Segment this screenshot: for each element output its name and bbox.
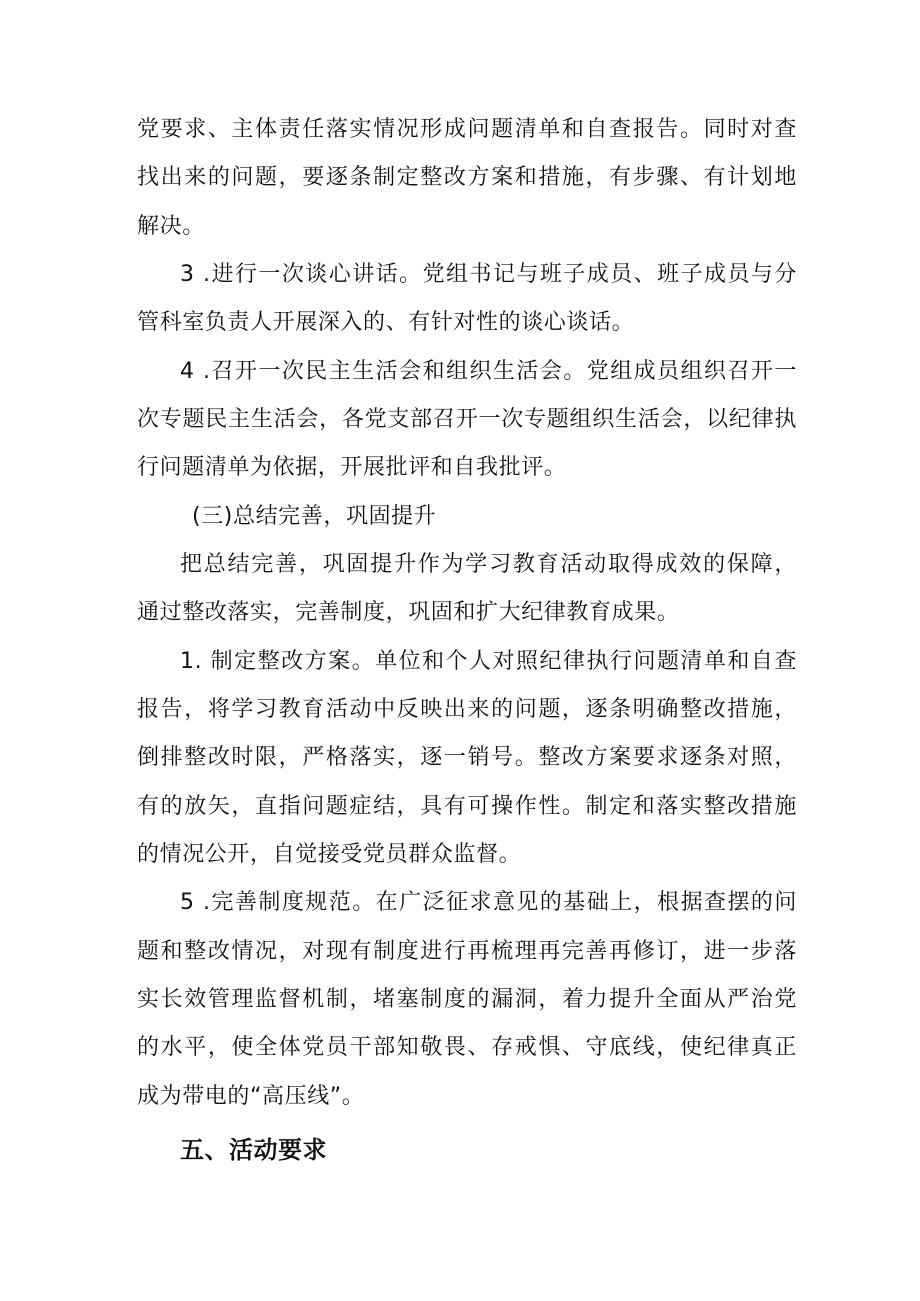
list-item-text-line: 3 .进行一次谈心讲话。党组书记与班子成员、班子成员与分 — [180, 262, 797, 287]
body-text-line: 的情况公开，自觉接受党员群众监督。 — [137, 842, 522, 867]
list-item-text-line: 4 .召开一次民主生活会和组织生活会。党组成员组织召开一 — [180, 359, 797, 384]
body-text-line: 的水平，使全体党员干部知敬畏、存戒惧、守底线，使纪律真正 — [137, 1035, 797, 1060]
section-heading: 五、活动要求 — [180, 1136, 327, 1164]
body-text-line: 解决。 — [137, 214, 205, 239]
body-text-line: 通过整改落实，完善制度，巩固和扩大纪律教育成果。 — [137, 600, 680, 625]
body-text-line: 次专题民主生活会，各党支部召开一次专题组织生活会，以纪律执 — [137, 407, 797, 432]
list-item-text-line: 5 .完善制度规范。在广泛征求意见的基础上，根据查摆的问 — [180, 890, 797, 915]
body-text-line: 报告，将学习教育活动中反映出来的问题，逐条明确整改措施， — [137, 697, 797, 722]
body-text-line: 找出来的问题，要逐条制定整改方案和措施，有步骤、有计划地 — [137, 165, 797, 190]
body-text-line: 党要求、主体责任落实情况形成问题清单和自查报告。同时对查 — [137, 117, 797, 142]
list-item-text-line: 1. 制定整改方案。单位和个人对照纪律执行问题清单和自查 — [180, 649, 797, 674]
body-text-line: 行问题清单为依据，开展批评和自我批评。 — [137, 455, 567, 480]
paragraph-first-line: 把总结完善，巩固提升作为学习教育活动取得成效的保障， — [180, 552, 797, 577]
body-text-line: 题和整改情况，对现有制度进行再梳理再完善再修订，进一步落 — [137, 939, 797, 964]
body-text-line: 管科室负责人开展深入的、有针对性的谈心谈话。 — [137, 310, 635, 335]
body-text-line: 倒排整改时限，严格落实，逐一销号。整改方案要求逐条对照， — [137, 745, 797, 770]
body-text-line: 成为带电的“高压线”。 — [137, 1084, 365, 1109]
body-text-line: 实长效管理监督机制，堵塞制度的漏洞，着力提升全面从严治党 — [137, 987, 797, 1012]
body-text-line: 有的放矢，直指问题症结，具有可操作性。制定和落实整改措施 — [137, 794, 797, 819]
section-subheading: (三)总结完善，巩固提升 — [192, 504, 437, 529]
